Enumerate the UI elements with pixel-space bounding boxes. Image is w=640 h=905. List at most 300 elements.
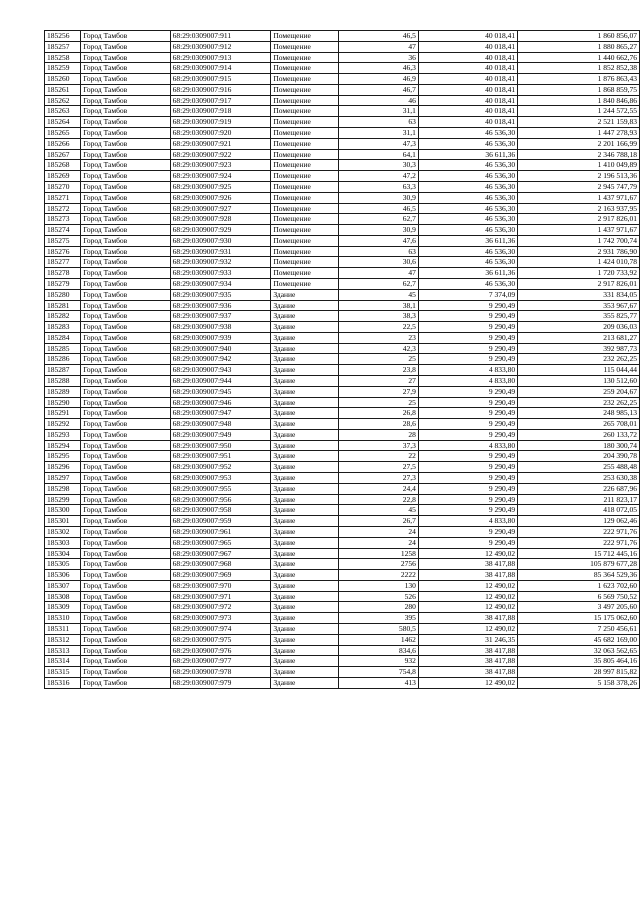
object-type-cell: Помещение xyxy=(271,181,339,192)
cadastral-cost-cell: 2 163 937,95 xyxy=(518,203,640,214)
cadastral-number-cell: 68:29:0309007:952 xyxy=(170,462,271,473)
object-type-cell: Здание xyxy=(271,580,339,591)
cadastral-number-cell: 68:29:0309007:942 xyxy=(170,354,271,365)
object-type-cell: Помещение xyxy=(271,95,339,106)
table-row xyxy=(45,656,640,667)
object-type-cell: Помещение xyxy=(271,235,339,246)
table-row xyxy=(45,429,640,440)
table-row xyxy=(45,106,640,117)
unit-value-cell: 40 018,41 xyxy=(418,63,517,74)
object-type-cell: Здание xyxy=(271,376,339,387)
table-row xyxy=(45,311,640,322)
cadastral-cost-cell: 222 971,76 xyxy=(518,537,640,548)
area-cell: 30,9 xyxy=(339,192,419,203)
city-cell: Город Тамбов xyxy=(81,386,170,397)
cadastral-number-cell: 68:29:0309007:916 xyxy=(170,84,271,95)
area-cell: 2756 xyxy=(339,559,419,570)
table-row xyxy=(45,300,640,311)
unit-value-cell: 4 833,80 xyxy=(418,365,517,376)
object-type-cell: Здание xyxy=(271,311,339,322)
object-type-cell: Помещение xyxy=(271,149,339,160)
row-id-cell: 185289 xyxy=(45,386,81,397)
city-cell: Город Тамбов xyxy=(81,149,170,160)
city-cell: Город Тамбов xyxy=(81,322,170,333)
object-type-cell: Здание xyxy=(271,386,339,397)
city-cell: Город Тамбов xyxy=(81,52,170,63)
area-cell: 28 xyxy=(339,429,419,440)
cadastral-number-cell: 68:29:0309007:940 xyxy=(170,343,271,354)
cadastral-number-cell: 68:29:0309007:921 xyxy=(170,138,271,149)
area-cell: 580,5 xyxy=(339,623,419,634)
object-type-cell: Помещение xyxy=(271,171,339,182)
object-type-cell: Здание xyxy=(271,332,339,343)
row-id-cell: 185271 xyxy=(45,192,81,203)
object-type-cell: Здание xyxy=(271,570,339,581)
cadastral-number-cell: 68:29:0309007:913 xyxy=(170,52,271,63)
table-row xyxy=(45,214,640,225)
cadastral-number-cell: 68:29:0309007:976 xyxy=(170,645,271,656)
area-cell: 38,1 xyxy=(339,300,419,311)
cadastral-number-cell: 68:29:0309007:947 xyxy=(170,408,271,419)
area-cell: 22 xyxy=(339,451,419,462)
cadastral-number-cell: 68:29:0309007:918 xyxy=(170,106,271,117)
cadastral-cost-cell: 35 805 464,16 xyxy=(518,656,640,667)
area-cell: 37,3 xyxy=(339,440,419,451)
table-row xyxy=(45,591,640,602)
unit-value-cell: 9 290,49 xyxy=(418,311,517,322)
object-type-cell: Помещение xyxy=(271,41,339,52)
cadastral-cost-cell: 5 158 378,26 xyxy=(518,677,640,688)
area-cell: 46,5 xyxy=(339,203,419,214)
row-id-cell: 185258 xyxy=(45,52,81,63)
unit-value-cell: 46 536,30 xyxy=(418,138,517,149)
city-cell: Город Тамбов xyxy=(81,613,170,624)
object-type-cell: Здание xyxy=(271,419,339,430)
cadastral-number-cell: 68:29:0309007:911 xyxy=(170,31,271,42)
area-cell: 23 xyxy=(339,332,419,343)
table-row xyxy=(45,31,640,42)
area-cell: 24,4 xyxy=(339,483,419,494)
cadastral-number-cell: 68:29:0309007:974 xyxy=(170,623,271,634)
table-row xyxy=(45,451,640,462)
table-row xyxy=(45,397,640,408)
cadastral-number-cell: 68:29:0309007:944 xyxy=(170,376,271,387)
object-type-cell: Здание xyxy=(271,548,339,559)
cadastral-cost-cell: 265 708,01 xyxy=(518,419,640,430)
table-row xyxy=(45,483,640,494)
cadastral-cost-cell: 253 630,38 xyxy=(518,473,640,484)
area-cell: 25 xyxy=(339,397,419,408)
area-cell: 130 xyxy=(339,580,419,591)
city-cell: Город Тамбов xyxy=(81,462,170,473)
cadastral-number-cell: 68:29:0309007:915 xyxy=(170,74,271,85)
area-cell: 395 xyxy=(339,613,419,624)
row-id-cell: 185290 xyxy=(45,397,81,408)
table-row xyxy=(45,95,640,106)
area-cell: 24 xyxy=(339,526,419,537)
row-id-cell: 185276 xyxy=(45,246,81,257)
cadastral-cost-cell: 2 917 826,01 xyxy=(518,214,640,225)
object-type-cell: Здание xyxy=(271,537,339,548)
table-row xyxy=(45,580,640,591)
object-type-cell: Здание xyxy=(271,354,339,365)
cadastral-number-cell: 68:29:0309007:973 xyxy=(170,613,271,624)
area-cell: 30,6 xyxy=(339,257,419,268)
table-row xyxy=(45,462,640,473)
city-cell: Город Тамбов xyxy=(81,365,170,376)
cadastral-number-cell: 68:29:0309007:924 xyxy=(170,171,271,182)
row-id-cell: 185295 xyxy=(45,451,81,462)
object-type-cell: Здание xyxy=(271,408,339,419)
city-cell: Город Тамбов xyxy=(81,623,170,634)
object-type-cell: Здание xyxy=(271,397,339,408)
cadastral-number-cell: 68:29:0309007:951 xyxy=(170,451,271,462)
area-cell: 45 xyxy=(339,289,419,300)
row-id-cell: 185307 xyxy=(45,580,81,591)
city-cell: Город Тамбов xyxy=(81,376,170,387)
row-id-cell: 185301 xyxy=(45,516,81,527)
row-id-cell: 185269 xyxy=(45,171,81,182)
object-type-cell: Здание xyxy=(271,429,339,440)
object-type-cell: Помещение xyxy=(271,192,339,203)
unit-value-cell: 9 290,49 xyxy=(418,354,517,365)
city-cell: Город Тамбов xyxy=(81,225,170,236)
table-row xyxy=(45,559,640,570)
cadastral-number-cell: 68:29:0309007:953 xyxy=(170,473,271,484)
object-type-cell: Помещение xyxy=(271,225,339,236)
cadastral-cost-cell: 2 521 159,83 xyxy=(518,117,640,128)
area-cell: 46,5 xyxy=(339,31,419,42)
cadastral-cost-cell: 1 410 049,89 xyxy=(518,160,640,171)
unit-value-cell: 38 417,88 xyxy=(418,559,517,570)
cadastral-cost-cell: 213 681,27 xyxy=(518,332,640,343)
area-cell: 42,3 xyxy=(339,343,419,354)
unit-value-cell: 12 490,02 xyxy=(418,548,517,559)
unit-value-cell: 4 833,80 xyxy=(418,440,517,451)
cadastral-cost-cell: 130 512,60 xyxy=(518,376,640,387)
object-type-cell: Здание xyxy=(271,516,339,527)
row-id-cell: 185285 xyxy=(45,343,81,354)
unit-value-cell: 40 018,41 xyxy=(418,41,517,52)
cadastral-cost-cell: 211 823,17 xyxy=(518,494,640,505)
row-id-cell: 185279 xyxy=(45,278,81,289)
area-cell: 46,9 xyxy=(339,74,419,85)
cadastral-cost-cell: 2 196 513,36 xyxy=(518,171,640,182)
area-cell: 932 xyxy=(339,656,419,667)
table-row xyxy=(45,268,640,279)
row-id-cell: 185260 xyxy=(45,74,81,85)
row-id-cell: 185275 xyxy=(45,235,81,246)
table-row xyxy=(45,537,640,548)
area-cell: 64,1 xyxy=(339,149,419,160)
city-cell: Город Тамбов xyxy=(81,537,170,548)
city-cell: Город Тамбов xyxy=(81,311,170,322)
area-cell: 36 xyxy=(339,52,419,63)
cadastral-cost-cell: 2 201 166,99 xyxy=(518,138,640,149)
city-cell: Город Тамбов xyxy=(81,41,170,52)
cadastral-number-cell: 68:29:0309007:975 xyxy=(170,634,271,645)
cadastral-cost-cell: 209 036,03 xyxy=(518,322,640,333)
area-cell: 30,9 xyxy=(339,225,419,236)
object-type-cell: Помещение xyxy=(271,106,339,117)
city-cell: Город Тамбов xyxy=(81,667,170,678)
city-cell: Город Тамбов xyxy=(81,257,170,268)
table-row xyxy=(45,257,640,268)
city-cell: Город Тамбов xyxy=(81,548,170,559)
table-row xyxy=(45,235,640,246)
object-type-cell: Здание xyxy=(271,505,339,516)
table-row xyxy=(45,246,640,257)
city-cell: Город Тамбов xyxy=(81,570,170,581)
object-type-cell: Здание xyxy=(271,602,339,613)
cadastral-cost-cell: 259 204,67 xyxy=(518,386,640,397)
object-type-cell: Помещение xyxy=(271,246,339,257)
unit-value-cell: 46 536,30 xyxy=(418,181,517,192)
object-type-cell: Здание xyxy=(271,462,339,473)
unit-value-cell: 9 290,49 xyxy=(418,473,517,484)
table-row xyxy=(45,128,640,139)
cadastral-cost-cell: 248 985,13 xyxy=(518,408,640,419)
cadastral-number-cell: 68:29:0309007:931 xyxy=(170,246,271,257)
unit-value-cell: 46 536,30 xyxy=(418,160,517,171)
table-row xyxy=(45,473,640,484)
row-id-cell: 185281 xyxy=(45,300,81,311)
cadastral-number-cell: 68:29:0309007:925 xyxy=(170,181,271,192)
city-cell: Город Тамбов xyxy=(81,343,170,354)
row-id-cell: 185264 xyxy=(45,117,81,128)
row-id-cell: 185314 xyxy=(45,656,81,667)
row-id-cell: 185305 xyxy=(45,559,81,570)
cadastral-cost-cell: 2 931 786,90 xyxy=(518,246,640,257)
table-row xyxy=(45,41,640,52)
cadastral-cost-cell: 15 175 062,60 xyxy=(518,613,640,624)
city-cell: Город Тамбов xyxy=(81,95,170,106)
cadastral-number-cell: 68:29:0309007:968 xyxy=(170,559,271,570)
cadastral-number-cell: 68:29:0309007:928 xyxy=(170,214,271,225)
cadastral-cost-cell: 1 720 733,92 xyxy=(518,268,640,279)
area-cell: 23,8 xyxy=(339,365,419,376)
object-type-cell: Здание xyxy=(271,656,339,667)
area-cell: 25 xyxy=(339,354,419,365)
table-row xyxy=(45,634,640,645)
unit-value-cell: 9 290,49 xyxy=(418,386,517,397)
unit-value-cell: 31 246,35 xyxy=(418,634,517,645)
row-id-cell: 185298 xyxy=(45,483,81,494)
cadastral-number-cell: 68:29:0309007:945 xyxy=(170,386,271,397)
area-cell: 46 xyxy=(339,95,419,106)
cadastral-number-cell: 68:29:0309007:919 xyxy=(170,117,271,128)
table-row xyxy=(45,613,640,624)
cadastral-number-cell: 68:29:0309007:937 xyxy=(170,311,271,322)
unit-value-cell: 4 833,80 xyxy=(418,376,517,387)
unit-value-cell: 36 611,36 xyxy=(418,149,517,160)
unit-value-cell: 38 417,88 xyxy=(418,570,517,581)
unit-value-cell: 9 290,49 xyxy=(418,397,517,408)
cadastral-number-cell: 68:29:0309007:977 xyxy=(170,656,271,667)
city-cell: Город Тамбов xyxy=(81,505,170,516)
object-type-cell: Помещение xyxy=(271,84,339,95)
cadastral-number-cell: 68:29:0309007:949 xyxy=(170,429,271,440)
table-row xyxy=(45,440,640,451)
object-type-cell: Помещение xyxy=(271,31,339,42)
row-id-cell: 185308 xyxy=(45,591,81,602)
cadastral-cost-cell: 1 742 700,74 xyxy=(518,235,640,246)
cadastral-number-cell: 68:29:0309007:972 xyxy=(170,602,271,613)
object-type-cell: Помещение xyxy=(271,268,339,279)
row-id-cell: 185277 xyxy=(45,257,81,268)
area-cell: 26,7 xyxy=(339,516,419,527)
row-id-cell: 185291 xyxy=(45,408,81,419)
object-type-cell: Здание xyxy=(271,613,339,624)
object-type-cell: Помещение xyxy=(271,63,339,74)
row-id-cell: 185267 xyxy=(45,149,81,160)
cadastral-cost-cell: 226 687,96 xyxy=(518,483,640,494)
city-cell: Город Тамбов xyxy=(81,171,170,182)
row-id-cell: 185306 xyxy=(45,570,81,581)
cadastral-number-cell: 68:29:0309007:950 xyxy=(170,440,271,451)
city-cell: Город Тамбов xyxy=(81,451,170,462)
unit-value-cell: 9 290,49 xyxy=(418,483,517,494)
unit-value-cell: 36 611,36 xyxy=(418,268,517,279)
unit-value-cell: 9 290,49 xyxy=(418,429,517,440)
cadastral-number-cell: 68:29:0309007:979 xyxy=(170,677,271,688)
city-cell: Город Тамбов xyxy=(81,677,170,688)
area-cell: 47,6 xyxy=(339,235,419,246)
object-type-cell: Здание xyxy=(271,343,339,354)
table-row xyxy=(45,63,640,74)
cadastral-number-cell: 68:29:0309007:970 xyxy=(170,580,271,591)
city-cell: Город Тамбов xyxy=(81,181,170,192)
area-cell: 45 xyxy=(339,505,419,516)
unit-value-cell: 4 833,80 xyxy=(418,516,517,527)
unit-value-cell: 40 018,41 xyxy=(418,31,517,42)
table-row xyxy=(45,354,640,365)
unit-value-cell: 40 018,41 xyxy=(418,95,517,106)
object-type-cell: Здание xyxy=(271,667,339,678)
unit-value-cell: 9 290,49 xyxy=(418,537,517,548)
unit-value-cell: 46 536,30 xyxy=(418,225,517,236)
area-cell: 30,3 xyxy=(339,160,419,171)
cadastral-number-cell: 68:29:0309007:923 xyxy=(170,160,271,171)
row-id-cell: 185282 xyxy=(45,311,81,322)
city-cell: Город Тамбов xyxy=(81,526,170,537)
city-cell: Город Тамбов xyxy=(81,602,170,613)
unit-value-cell: 9 290,49 xyxy=(418,494,517,505)
unit-value-cell: 12 490,02 xyxy=(418,580,517,591)
cadastral-number-cell: 68:29:0309007:914 xyxy=(170,63,271,74)
city-cell: Город Тамбов xyxy=(81,192,170,203)
cadastral-cost-cell: 392 987,73 xyxy=(518,343,640,354)
area-cell: 63 xyxy=(339,117,419,128)
cadastral-cost-cell: 129 062,46 xyxy=(518,516,640,527)
table-row xyxy=(45,408,640,419)
unit-value-cell: 38 417,88 xyxy=(418,656,517,667)
cadastral-cost-cell: 32 063 562,65 xyxy=(518,645,640,656)
cadastral-cost-cell: 1 623 702,60 xyxy=(518,580,640,591)
unit-value-cell: 40 018,41 xyxy=(418,74,517,85)
cadastral-cost-cell: 1 868 859,75 xyxy=(518,84,640,95)
object-type-cell: Здание xyxy=(271,440,339,451)
cadastral-number-cell: 68:29:0309007:922 xyxy=(170,149,271,160)
area-cell: 47,2 xyxy=(339,171,419,182)
cadastral-number-cell: 68:29:0309007:965 xyxy=(170,537,271,548)
area-cell: 22,8 xyxy=(339,494,419,505)
object-type-cell: Помещение xyxy=(271,203,339,214)
city-cell: Город Тамбов xyxy=(81,138,170,149)
city-cell: Город Тамбов xyxy=(81,278,170,289)
cadastral-cost-cell: 1 437 971,67 xyxy=(518,192,640,203)
unit-value-cell: 46 536,30 xyxy=(418,246,517,257)
cadastral-number-cell: 68:29:0309007:946 xyxy=(170,397,271,408)
cadastral-number-cell: 68:29:0309007:969 xyxy=(170,570,271,581)
table-row xyxy=(45,516,640,527)
cadastral-cost-cell: 2 346 788,18 xyxy=(518,149,640,160)
unit-value-cell: 38 417,88 xyxy=(418,645,517,656)
unit-value-cell: 40 018,41 xyxy=(418,52,517,63)
city-cell: Город Тамбов xyxy=(81,106,170,117)
area-cell: 31,1 xyxy=(339,106,419,117)
city-cell: Город Тамбов xyxy=(81,74,170,85)
cadastral-cost-cell: 1 860 856,07 xyxy=(518,31,640,42)
object-type-cell: Здание xyxy=(271,677,339,688)
unit-value-cell: 9 290,49 xyxy=(418,505,517,516)
cadastral-number-cell: 68:29:0309007:920 xyxy=(170,128,271,139)
area-cell: 22,5 xyxy=(339,322,419,333)
table-row xyxy=(45,192,640,203)
cadastral-number-cell: 68:29:0309007:961 xyxy=(170,526,271,537)
object-type-cell: Помещение xyxy=(271,257,339,268)
city-cell: Город Тамбов xyxy=(81,397,170,408)
row-id-cell: 185297 xyxy=(45,473,81,484)
cadastral-cost-cell: 15 712 445,16 xyxy=(518,548,640,559)
cadastral-cost-cell: 1 840 846,86 xyxy=(518,95,640,106)
unit-value-cell: 9 290,49 xyxy=(418,419,517,430)
cadastral-cost-cell: 355 825,77 xyxy=(518,311,640,322)
row-id-cell: 185293 xyxy=(45,429,81,440)
area-cell: 63,3 xyxy=(339,181,419,192)
object-type-cell: Здание xyxy=(271,483,339,494)
object-type-cell: Здание xyxy=(271,494,339,505)
row-id-cell: 185263 xyxy=(45,106,81,117)
cadastral-cost-cell: 1 424 010,78 xyxy=(518,257,640,268)
table-row xyxy=(45,623,640,634)
object-type-cell: Здание xyxy=(271,322,339,333)
row-id-cell: 185303 xyxy=(45,537,81,548)
table-row xyxy=(45,203,640,214)
unit-value-cell: 12 490,02 xyxy=(418,677,517,688)
unit-value-cell: 12 490,02 xyxy=(418,602,517,613)
unit-value-cell: 46 536,30 xyxy=(418,257,517,268)
area-cell: 1462 xyxy=(339,634,419,645)
row-id-cell: 185313 xyxy=(45,645,81,656)
area-cell: 27,9 xyxy=(339,386,419,397)
unit-value-cell: 9 290,49 xyxy=(418,343,517,354)
area-cell: 47 xyxy=(339,268,419,279)
row-id-cell: 185270 xyxy=(45,181,81,192)
cadastral-cost-cell: 105 879 677,28 xyxy=(518,559,640,570)
unit-value-cell: 46 536,30 xyxy=(418,203,517,214)
cadastral-cost-cell: 260 133,72 xyxy=(518,429,640,440)
cadastral-cost-cell: 232 262,25 xyxy=(518,397,640,408)
table-row xyxy=(45,419,640,430)
unit-value-cell: 40 018,41 xyxy=(418,117,517,128)
city-cell: Город Тамбов xyxy=(81,332,170,343)
table-row xyxy=(45,322,640,333)
city-cell: Город Тамбов xyxy=(81,289,170,300)
cadastral-cost-cell: 353 967,67 xyxy=(518,300,640,311)
table-row xyxy=(45,376,640,387)
city-cell: Город Тамбов xyxy=(81,63,170,74)
